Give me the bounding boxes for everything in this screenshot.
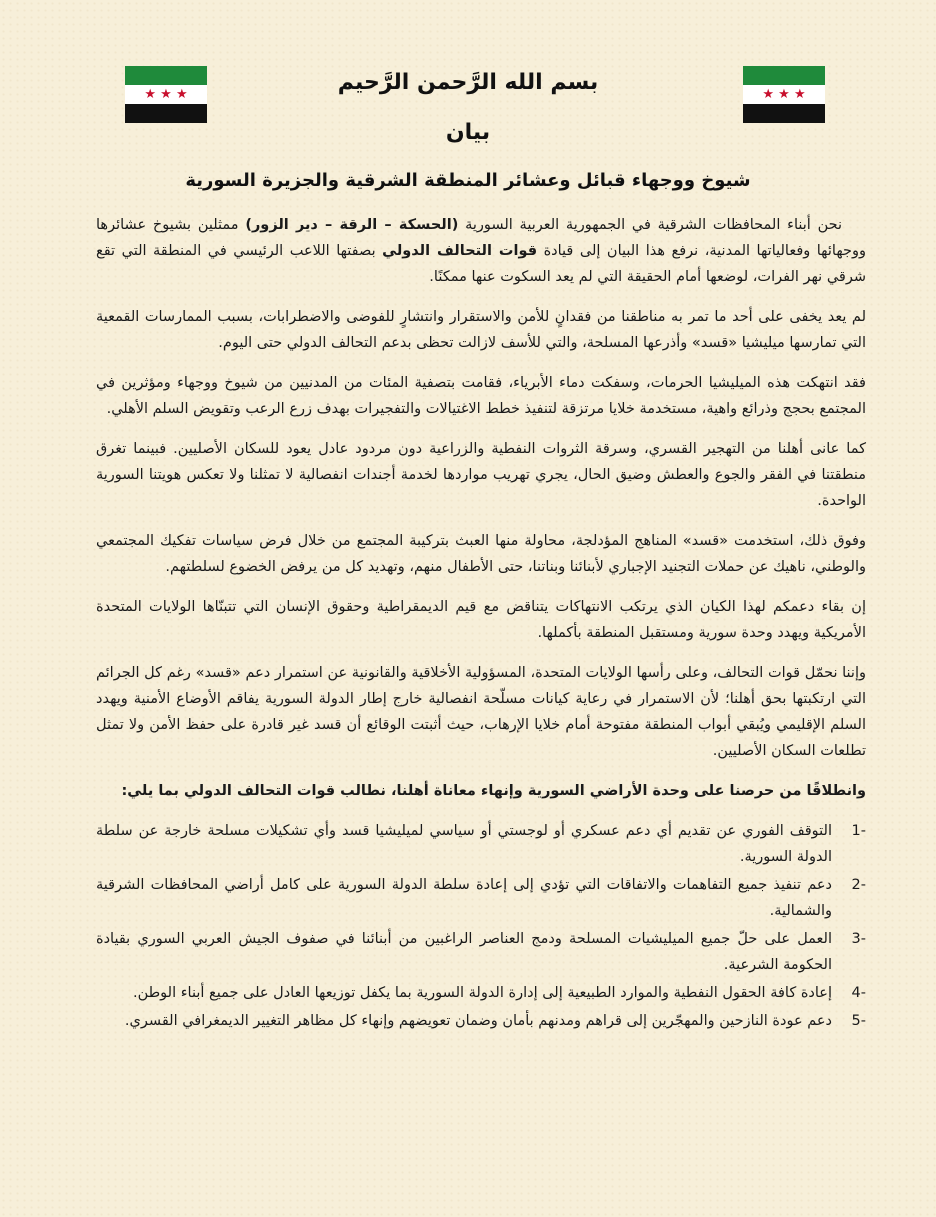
flag-stars: ★ ★ ★ — [144, 87, 188, 102]
demands-list — [96, 818, 866, 1034]
demand-item — [96, 926, 866, 978]
demand-text: دعم عودة النازحين والمهجّرين إلى قراهم ومدنهم بأمان وضمان تعويضهم وإنهاء كل مظاهر التغيير الديمغرافي القسري. — [124, 1013, 832, 1029]
demand-number: -2 — [851, 877, 866, 893]
statement-body — [96, 212, 866, 1036]
paragraph: وفوق ذلك، استخدمت «قسد» المناهج المؤدلجة، محاولة منها العبث بتركيبة المجتمع من خلال فرض سياسات تفكيك المجتمعي والوطني، ناهيك عن حملات التجنيد الإجباري لأبنائنا وبناتنا، حتى الأطفال منهم، وتهديد كل من يرفض الخضوع لسلطتهم. — [96, 533, 866, 575]
demand-item — [96, 818, 866, 870]
demand-item — [96, 980, 866, 1006]
demand-number: -4 — [851, 985, 866, 1001]
intro-text: ممثلين بشيوخ عشائرها ووجهائها وفعالياتها المدنية، نرفع هذا البيان إلى قيادة — [96, 217, 866, 259]
intro-text: بصفتها اللاعب الرئيسي في المنطقة التي تقع شرقي نهر الفرات، لوضعها أمام الحقيقة التي لم يعد السكوت عنها ممكنًا. — [96, 243, 866, 285]
demand-number: -5 — [851, 1013, 866, 1029]
paragraph: إن بقاء دعمكم لهذا الكيان الذي يرتكب الانتهاكات يتناقض مع قيم الديمقراطية وحقوق الإنسان التي تتبنّاها الولايات المتحدة الأمريكية ويهدد وحدة سورية ومستقبل المنطقة بأكملها. — [96, 599, 866, 641]
demand-item — [96, 1008, 866, 1034]
intro-paragraph — [96, 212, 866, 290]
intro-provinces: (الحسكة – الرقة – دير الزور) — [245, 217, 459, 233]
intro-text: نحن أبناء المحافظات الشرقية في الجمهورية العربية السورية — [458, 217, 842, 233]
demand-text: العمل على حلّ جميع الميليشيات المسلحة ودمج العناصر الراغبين من أبنائنا في صفوف الجيش العربي السوري بقيادة الحكومة الشرعية. — [96, 931, 832, 973]
paragraph: كما عانى أهلنا من التهجير القسري، وسرقة الثروات النفطية والزراعية دون مردود عادل يعود للسكان الأصليين. فبينما تغرق منطقتنا في الفقر والجوع والعطش وضيق الحال، يجري تهريب مواردها لخدمة أجندات انفصالية لا تمثلنا ولا تعكس هويتنا السورية الواحدة. — [96, 441, 866, 509]
basmala: بسم الله الرَّحمن الرَّحيم — [337, 70, 599, 95]
page-subtitle: شيوخ ووجهاء قبائل وعشائر المنطقة الشرقية والجزيرة السورية — [185, 170, 751, 191]
demands-intro: وانطلاقًا من حرصنا على وحدة الأراضي السورية وإنهاء معاناة أهلنا، نطالب قوات التحالف الدولي بما يلي: — [121, 783, 866, 799]
page-title: بيان — [445, 120, 491, 145]
demand-text: التوقف الفوري عن تقديم أي دعم عسكري أو لوجستي أو سياسي لميليشيا قسد وأي تشكيلات مسلحة خارجة عن سلطة الدولة السورية. — [96, 823, 832, 865]
flag-stars: ★ ★ ★ — [762, 87, 806, 102]
demand-number: -1 — [851, 823, 866, 839]
demand-text: دعم تنفيذ جميع التفاهمات والاتفاقات التي تؤدي إلى إعادة سلطة الدولة السورية على كامل أراضي المحافظات الشرقية والشمالية. — [96, 877, 832, 919]
intro-coalition: قوات التحالف الدولي — [382, 243, 538, 259]
demand-number: -3 — [851, 931, 866, 947]
paragraph: وإننا نحمّل قوات التحالف، وعلى رأسها الولايات المتحدة، المسؤولية الأخلاقية والقانونية عن استمرار دعم «قسد» رغم كل الجرائم التي ارتكبتها بحق أهلنا؛ لأن الاستمرار في رعاية كيانات مسلّحة انفصالية خارج إطار الدولة السورية يفاقم الأوضاع الأمنية ويهدد السلم الإقليمي ويُبقي أبواب المنطقة مفتوحة أمام خلايا الإرهاب، حيث أثبتت الوقائع أن قسد غير قادرة على حفظ الأمن ولا تمثل تطلعات السكان الأصليين. — [96, 665, 866, 759]
paragraph: لم يعد يخفى على أحد ما تمر به مناطقنا من فقدانٍ للأمن والاستقرار وانتشارٍ للفوضى والاضطرابات، بسبب الممارسات القمعية التي تمارسها ميليشيا «قسد» وأذرعها المسلحة، والتي للأسف لازالت تحظى بدعم التحالف الدولي حتى اليوم. — [96, 309, 866, 351]
demand-text: إعادة كافة الحقول النفطية والموارد الطبيعية إلى إدارة الدولة السورية بما يكفل توزيعها العادل على جميع أبناء الوطن. — [132, 985, 832, 1001]
demand-item — [96, 872, 866, 924]
paragraph: فقد انتهكت هذه الميليشيا الحرمات، وسفكت دماء الأبرياء، فقامت بتصفية المئات من المدنيين من شيوخ ووجهاء ومؤثرين في المجتمع بحجج وذرائع واهية، مستخدمة خلايا مرتزقة لتنفيذ خطط الاغتيالات والتفجيرات بهدف زرع الرعب وتقويض السلم الأهلي. — [96, 375, 866, 417]
